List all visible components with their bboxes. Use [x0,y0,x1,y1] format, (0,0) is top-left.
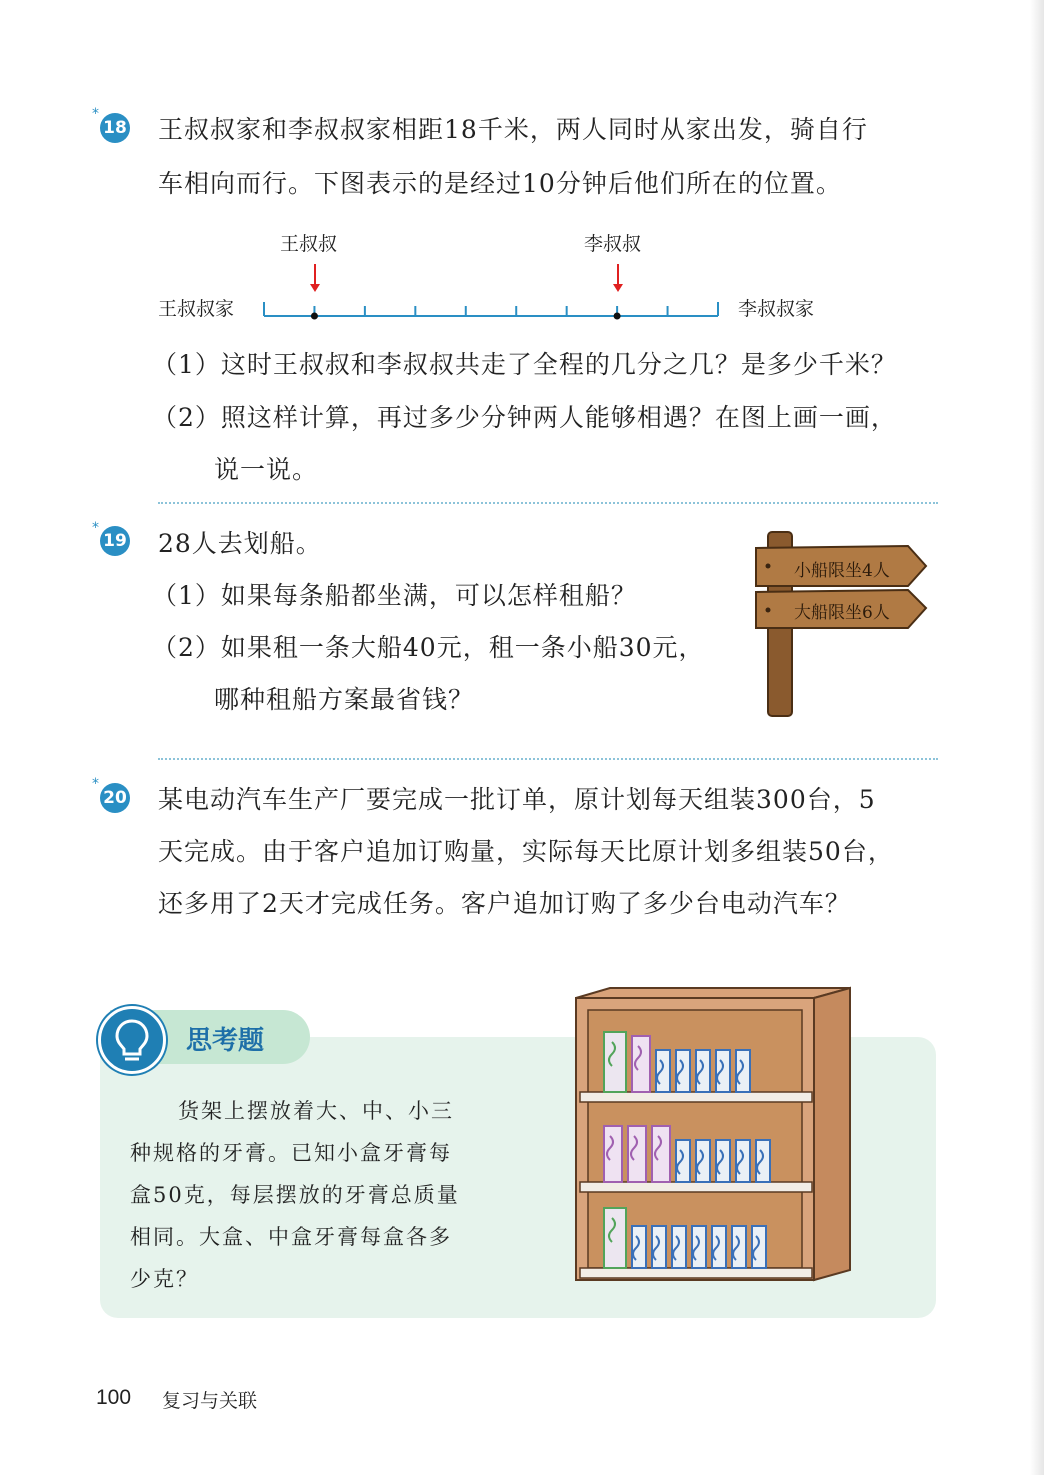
toothpaste-box-large [604,1208,626,1268]
toothpaste-box-small [656,1050,670,1092]
toothpaste-box-small [676,1050,690,1092]
toothpaste-box-small [736,1140,750,1182]
star-mark: * [92,106,99,122]
toothpaste-box-small [716,1140,730,1182]
toothpaste-box-small [676,1140,690,1182]
toothpaste-shelf-illustration [570,986,854,1286]
down-arrow-icon [617,264,619,286]
problem-number-19: 19 [100,526,130,556]
divider [158,502,938,504]
think-text-line: 种规格的牙膏。已知小盒牙膏每 [130,1141,452,1165]
position-dot [614,313,621,320]
toothpaste-box-small [632,1226,646,1268]
star-mark: * [92,520,99,536]
page-edge-shadow [1030,0,1044,1475]
toothpaste-box-small [696,1140,710,1182]
wang-home-label: 王叔叔家 [158,298,235,320]
marker-li-label: 李叔叔 [584,233,642,255]
problem-number-20: 20 [100,783,130,813]
toothpaste-box-large [604,1032,626,1092]
number-line [258,292,728,328]
think-text-line: 少克？ [130,1267,199,1291]
problem-18-sub-2-cont: 说一说。 [214,455,319,484]
toothpaste-box-small [692,1226,706,1268]
toothpaste-box-small [756,1140,770,1182]
problem-18-sub-2: （2）照这样计算，再过多少分钟两人能够相遇？在图上画一画， [152,403,897,432]
star-mark: * [92,776,99,792]
problem-number-18: 18 [100,113,130,143]
problem-19-sub-2-cont: 哪种租船方案最省钱？ [214,685,475,714]
lightbulb-icon [98,1006,166,1074]
shelf-board [580,1182,812,1192]
problem-19-sub-2: （2）如果租一条大船40元，租一条小船30元， [152,633,705,662]
problem-19-sub-1: （1）如果每条船都坐满，可以怎样租船？ [152,581,637,610]
divider [158,758,938,760]
problem-20-line-2: 天完成。由于客户追加订购量，实际每天比原计划多组装50台， [158,837,894,866]
shelf-board [580,1092,812,1102]
shelf-top [576,988,850,998]
think-title: 思考题 [186,1026,265,1056]
li-home-label: 李叔叔家 [738,298,815,320]
toothpaste-box-small [672,1226,686,1268]
toothpaste-box-small [732,1226,746,1268]
problem-18-line-1: 王叔叔家和李叔叔家相距18千米，两人同时从家出发，骑自行 [158,115,868,144]
problem-20-line-1: 某电动汽车生产厂要完成一批订单，原计划每天组装300台，5 [158,785,876,814]
toothpaste-box-small [652,1226,666,1268]
position-dot [311,313,318,320]
down-arrow-icon [314,264,316,286]
sign-big-boat: 大船限坐6人 [794,603,890,623]
problem-19-line-1: 28人去划船。 [158,529,322,558]
toothpaste-box-small [716,1050,730,1092]
page-number: 100 [96,1386,132,1409]
problem-18-line-2: 车相向而行。下图表示的是经过10分钟后他们所在的位置。 [158,169,842,198]
marker-wang-label: 王叔叔 [280,233,338,255]
toothpaste-box-small [752,1226,766,1268]
think-text-line: 盒50克，每层摆放的牙膏总质量 [130,1183,460,1207]
toothpaste-box-small [736,1050,750,1092]
sign-small-boat: 小船限坐4人 [794,561,890,581]
toothpaste-box-small [696,1050,710,1092]
shelf-board [580,1268,812,1278]
toothpaste-box-small [712,1226,726,1268]
problem-20-line-3: 还多用了2天才完成任务。客户追加订购了多少台电动汽车？ [158,889,851,918]
think-text-line: 货架上摆放着大、中、小三 [178,1099,454,1123]
problem-18-sub-1: （1）这时王叔叔和李叔叔共走了全程的几分之几？是多少千米？ [152,350,897,379]
shelf-side [814,988,850,1280]
think-text-line: 相同。大盒、中盒牙膏每盒各多 [130,1225,452,1249]
section-title: 复习与关联 [162,1390,258,1412]
